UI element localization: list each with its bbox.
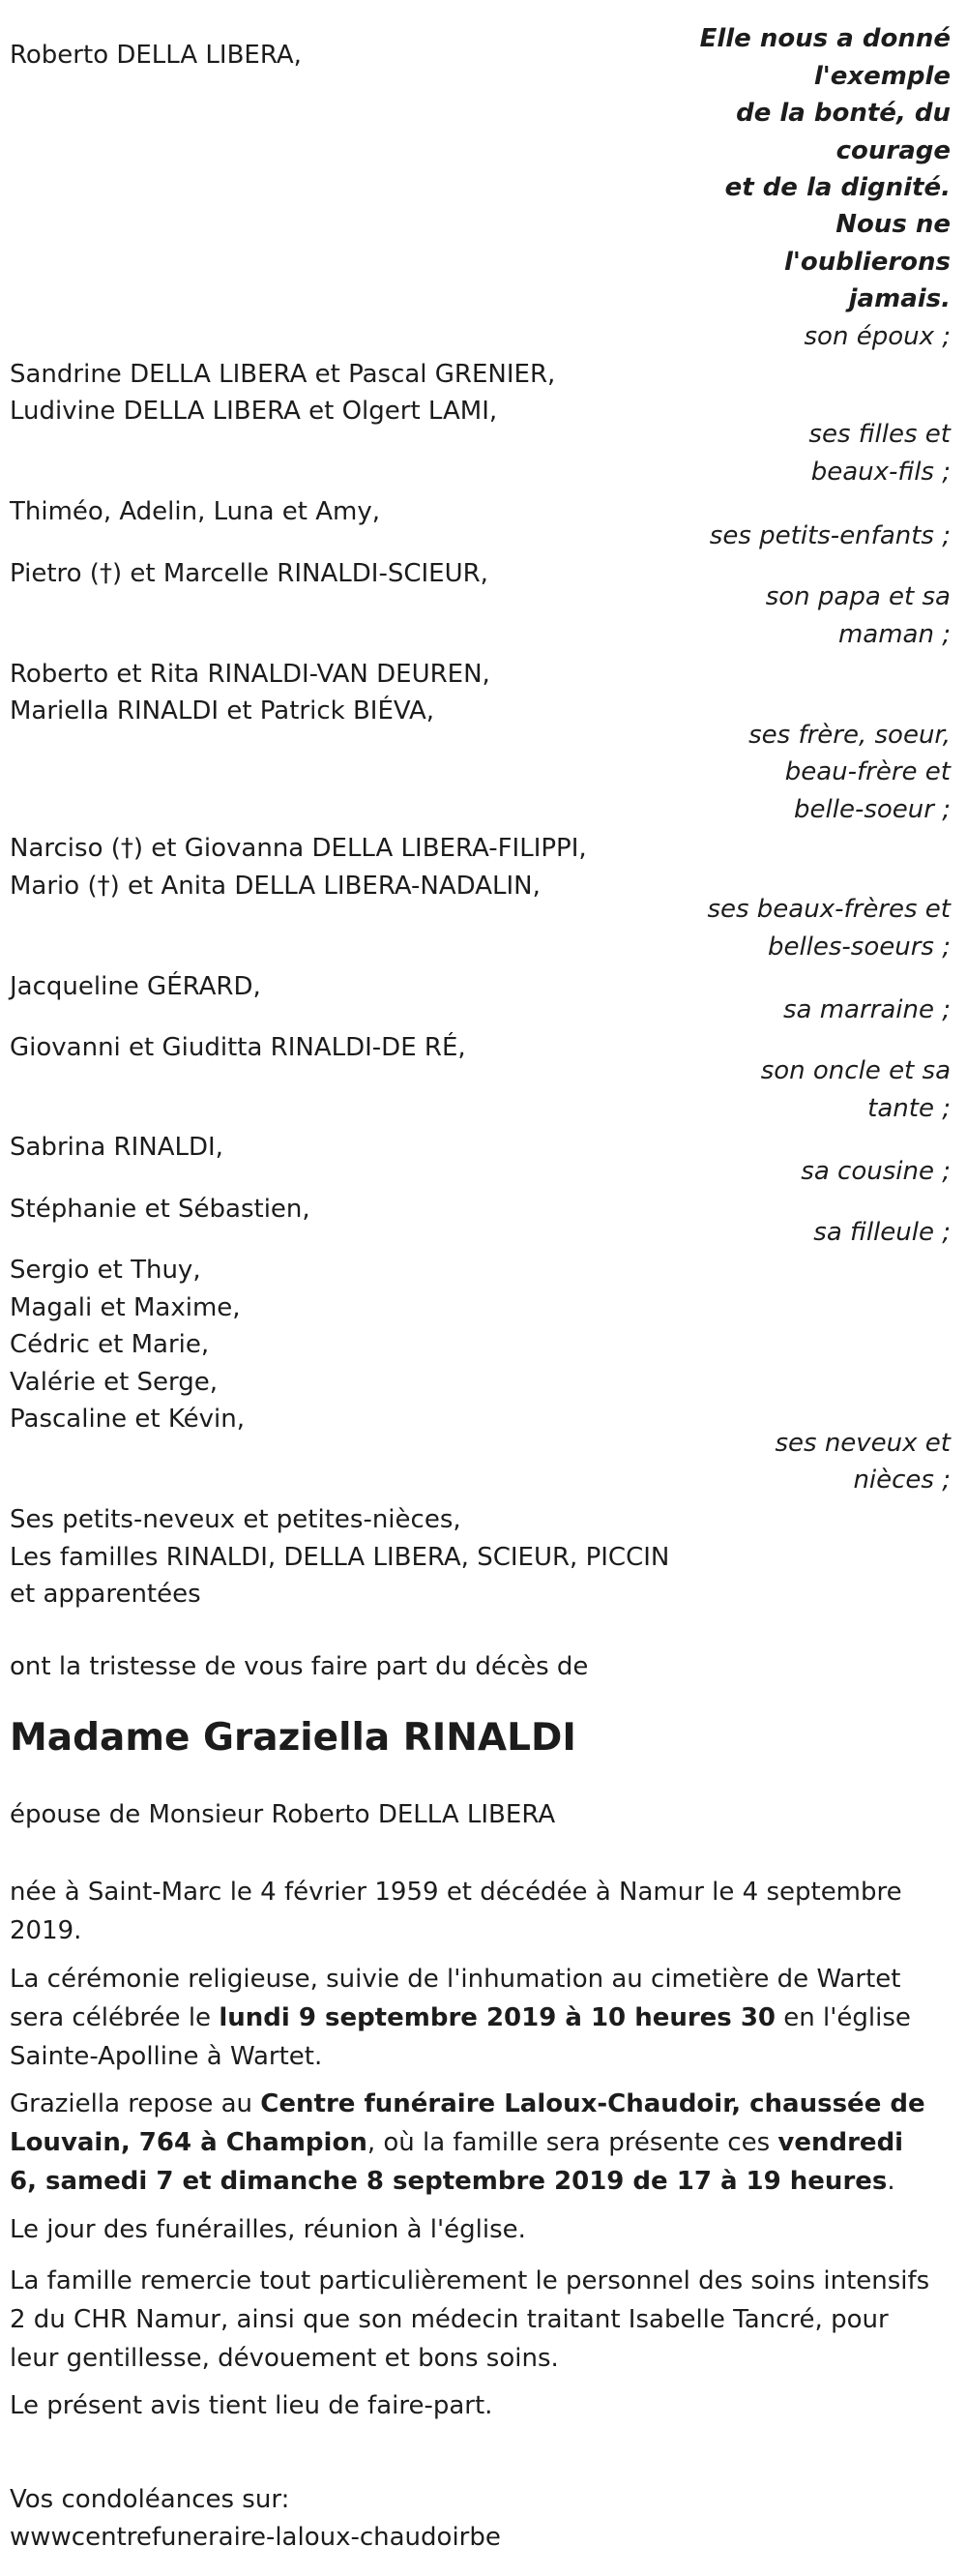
repose-end: . bbox=[887, 2167, 895, 2196]
extended-family-line: et apparentées bbox=[10, 1580, 201, 1609]
extended-family-line: Les familles RINALDI, DELLA LIBERA, SCIEUR, PICCIN bbox=[10, 1543, 670, 1572]
funeral-day-paragraph: Le jour des funérailles, réunion à l'église. bbox=[10, 2215, 526, 2244]
mourner-name: Jacqueline GÉRARD, bbox=[10, 972, 261, 1001]
mourner-relation: ses frère, soeur, bbox=[748, 721, 951, 750]
quote-line: l'oublierons bbox=[784, 248, 951, 277]
mourner-name: Narciso (†) et Giovanna DELLA LIBERA-FILIPPI, bbox=[10, 834, 587, 863]
mourner-relation: maman ; bbox=[837, 620, 951, 649]
quote-line: et de la dignité. bbox=[724, 173, 951, 202]
mourner-name: Mario (†) et Anita DELLA LIBERA-NADALIN, bbox=[10, 872, 541, 901]
mourner-relation: belle-soeur ; bbox=[794, 795, 951, 824]
mourner-relation: beau-frère et bbox=[784, 757, 951, 786]
mourner-name: Thiméo, Adelin, Luna et Amy, bbox=[10, 497, 381, 526]
quote-line: l'exemple bbox=[813, 62, 951, 91]
ceremony-date: lundi 9 septembre 2019 à 10 heures 30 bbox=[219, 2003, 777, 2032]
mourner-relation: sa marraine ; bbox=[782, 995, 951, 1024]
mourner-relation: beaux-fils ; bbox=[810, 458, 951, 487]
mourner-relation: ses beaux-frères et bbox=[707, 895, 951, 924]
mourner-name: Magali et Maxime, bbox=[10, 1293, 241, 1322]
repose-paragraph bbox=[10, 2085, 938, 2201]
mourner-name: Valérie et Serge, bbox=[10, 1368, 219, 1397]
mourner-relation: belles-soeurs ; bbox=[767, 933, 951, 962]
mourner-relation: nièces ; bbox=[853, 1466, 951, 1495]
deceased-name: Madame Graziella RINALDI bbox=[10, 1716, 576, 1760]
quote-line: jamais. bbox=[848, 284, 951, 313]
notice-paragraph: Le présent avis tient lieu de faire-part. bbox=[10, 2391, 493, 2420]
mourner-name: Ludivine DELLA LIBERA et Olgert LAMI, bbox=[10, 397, 498, 426]
repose-text: Graziella repose au bbox=[10, 2089, 261, 2118]
mourner-relation: son papa et sa bbox=[765, 582, 951, 611]
repose-text: , où la famille sera présente ces bbox=[366, 2128, 778, 2157]
mourner-name: Pascaline et Kévin, bbox=[10, 1405, 245, 1434]
ceremony-paragraph bbox=[10, 1960, 938, 2076]
mourner-relation: ses petits-enfants ; bbox=[709, 521, 951, 550]
quote-line: Elle nous a donné bbox=[699, 24, 951, 53]
mourner-relation: ses neveux et bbox=[775, 1429, 951, 1458]
quote-line: courage bbox=[835, 136, 951, 165]
birth-paragraph: née à Saint-Marc le 4 février 1959 et décédée à Namur le 4 septembre 2019. bbox=[10, 1878, 902, 1945]
condolences-link[interactable]: wwwcentrefuneraire-laloux-chaudoirbe bbox=[10, 2523, 501, 2552]
mourner-name: Roberto et Rita RINALDI-VAN DEUREN, bbox=[10, 660, 490, 689]
ceremony-text: La cérémonie religieuse, suivie de l'inhumation au cimetière de Wartet sera célébrée le bbox=[10, 1965, 901, 2032]
repose-location: Centre funéraire Laloux-Chaudoir, chaussée de Louvain, 764 à Champion bbox=[10, 2089, 925, 2157]
quote-line: Nous ne bbox=[835, 210, 951, 239]
mourner-relation: tante ; bbox=[867, 1094, 951, 1123]
quote-line: de la bonté, du bbox=[736, 99, 951, 128]
mourner-name: Sergio et Thuy, bbox=[10, 1256, 201, 1285]
ceremony-place: en l'église Sainte-Apolline à Wartet. bbox=[10, 2003, 911, 2071]
mourner-relation: son époux ; bbox=[804, 322, 951, 351]
spouse-line: épouse de Monsieur Roberto DELLA LIBERA bbox=[10, 1800, 556, 1829]
mourner-name: Stéphanie et Sébastien, bbox=[10, 1195, 310, 1224]
condolences-label: Vos condoléances sur: bbox=[10, 2485, 290, 2514]
mourner-relation: son oncle et sa bbox=[760, 1056, 951, 1085]
mourner-name: Cédric et Marie, bbox=[10, 1330, 210, 1359]
thanks-paragraph: La famille remercie tout particulièrement le personnel des soins intensifs 2 du CHR Namur, ainsi que son médecin traitant Isabelle Tancré, pour leur gentillesse, dévouement et bons soins. bbox=[10, 2266, 930, 2373]
mourner-relation: sa cousine ; bbox=[801, 1157, 951, 1186]
mourner-name: Giovanni et Giuditta RINALDI-DE RÉ, bbox=[10, 1033, 466, 1062]
mourner-name: Roberto DELLA LIBERA, bbox=[10, 41, 302, 70]
extended-family-line: Ses petits-neveux et petites-nièces, bbox=[10, 1505, 461, 1534]
mourner-relation: ses filles et bbox=[808, 420, 951, 449]
mourner-name: Sabrina RINALDI, bbox=[10, 1133, 223, 1162]
mourner-name: Mariella RINALDI et Patrick BIÉVA, bbox=[10, 696, 435, 725]
mourner-name: Sandrine DELLA LIBERA et Pascal GRENIER, bbox=[10, 360, 556, 389]
announcement-text: ont la tristesse de vous faire part du décès de bbox=[10, 1652, 589, 1681]
mourner-relation: sa filleule ; bbox=[813, 1218, 951, 1247]
repose-dates: vendredi 6, samedi 7 et dimanche 8 septembre 2019 de 17 à 19 heures bbox=[10, 2128, 904, 2196]
mourner-name: Pietro (†) et Marcelle RINALDI-SCIEUR, bbox=[10, 559, 488, 588]
